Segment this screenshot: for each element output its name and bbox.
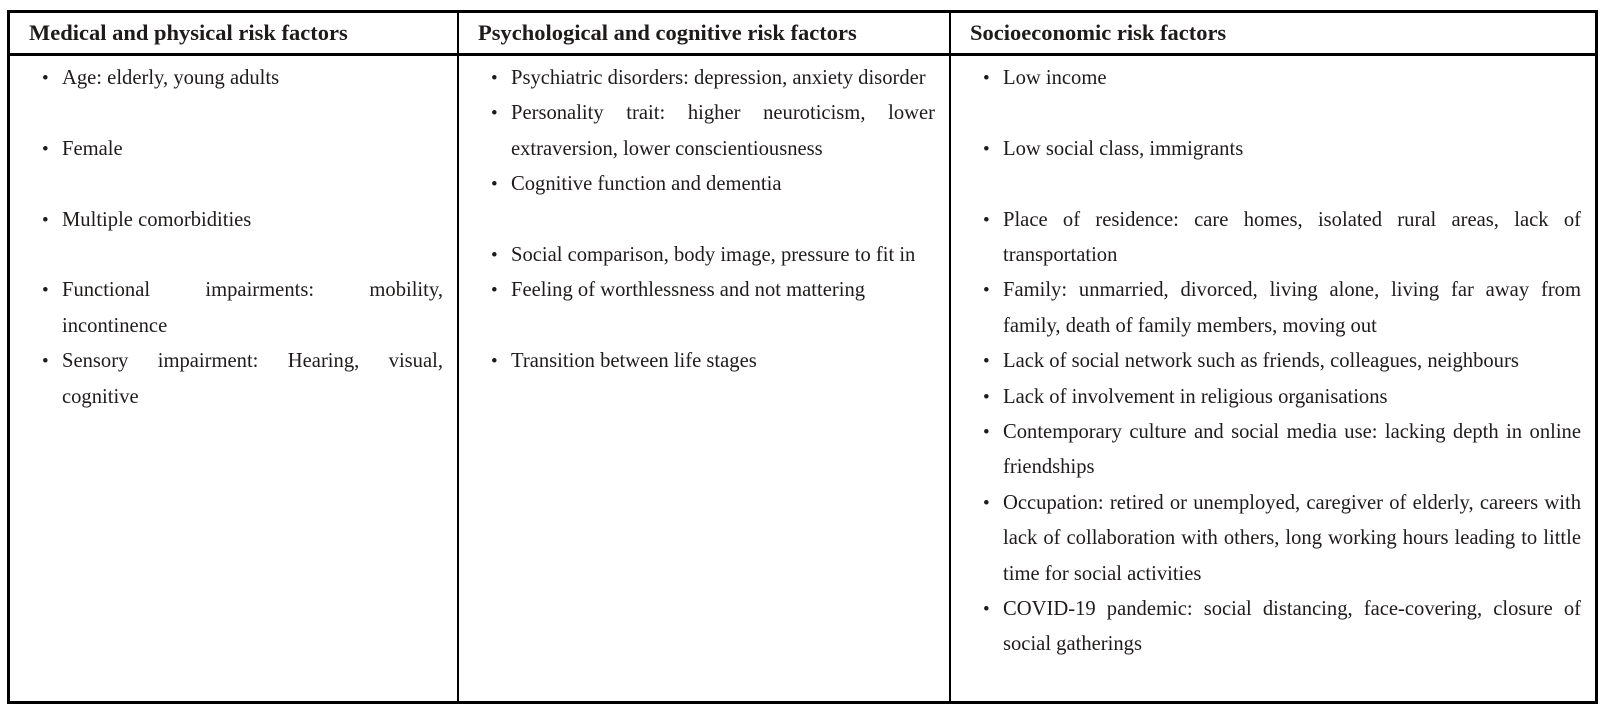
- list-item-text: Age: elderly, young adults: [62, 67, 280, 89]
- bullet-icon: •: [491, 351, 498, 373]
- bullet-icon: •: [491, 68, 498, 89]
- bullet-icon: •: [983, 492, 990, 514]
- list-item: [491, 344, 935, 379]
- list-item: [42, 203, 443, 238]
- bullet-icon: •: [491, 245, 498, 267]
- list-item-text: Female: [62, 137, 123, 160]
- list-item: [42, 132, 443, 167]
- column-psychological-cognitive: [459, 56, 951, 701]
- list-item: [491, 238, 935, 273]
- list-item: [491, 61, 935, 96]
- bullet-icon: •: [491, 280, 498, 302]
- list-item-text: Place of residence: care homes, isolated rural areas, lack of transportation: [1003, 208, 1581, 266]
- list-item: [491, 96, 935, 167]
- list-item-text: Family: unmarried, divorced, living alone, living far away from family, death of family members, moving out: [1003, 279, 1581, 337]
- list-item-text: Social comparison, body image, pressure to fit in: [511, 244, 916, 267]
- list-item-text: COVID-19 pandemic: social distancing, face-covering, closure of social gatherings: [1003, 598, 1581, 656]
- bullet-icon: •: [491, 174, 498, 196]
- header-medical-physical: Medical and physical risk factors: [10, 13, 459, 56]
- list-item: [491, 167, 935, 202]
- list-item: [983, 415, 1581, 486]
- list-item-text: Psychiatric disorders: depression, anxiety disorder: [511, 67, 926, 89]
- list-item-text: Contemporary culture and social media use: lacking depth in online friendships: [1003, 421, 1581, 479]
- list-item-text: Personality trait: higher neuroticism, lower extraversion, lower conscientiousness: [511, 102, 935, 160]
- bullet-icon: •: [42, 280, 49, 302]
- list-item: [42, 273, 443, 344]
- list-item: [983, 380, 1581, 415]
- list-item-text: Functional impairments: mobility, incontinence: [62, 279, 443, 337]
- list-item-text: Low income: [1003, 67, 1107, 89]
- bullet-icon: •: [983, 138, 990, 160]
- bullet-icon: •: [983, 422, 990, 444]
- list-item: [42, 61, 443, 96]
- bullet-icon: •: [983, 599, 990, 621]
- column-socioeconomic: [951, 56, 1595, 701]
- list-item-text: Multiple comorbidities: [62, 208, 252, 231]
- risk-factors-table: [7, 10, 1598, 704]
- header-socioeconomic: Socioeconomic risk factors: [951, 13, 1595, 56]
- header-psychological-cognitive: Psychological and cognitive risk factors: [459, 13, 951, 56]
- bullet-icon: •: [983, 68, 990, 89]
- list-item: [42, 344, 443, 415]
- list-item: [983, 61, 1581, 96]
- column-medical-physical: [10, 56, 459, 701]
- list-item: [983, 344, 1581, 379]
- list-item-text: Feeling of worthlessness and not mattering: [511, 279, 866, 302]
- list-item-text: Transition between life stages: [511, 350, 757, 373]
- socioeconomic-list: [951, 56, 1595, 663]
- list-item-text: Lack of social network such as friends, colleagues, neighbours: [1003, 350, 1519, 373]
- bullet-icon: •: [983, 280, 990, 302]
- list-item: [491, 273, 935, 308]
- bullet-icon: •: [491, 103, 498, 125]
- list-item: [983, 203, 1581, 274]
- list-item: [983, 273, 1581, 344]
- list-item-text: Cognitive function and dementia: [511, 173, 782, 196]
- bullet-icon: •: [42, 138, 49, 160]
- list-item: [983, 592, 1581, 663]
- medical-physical-list: [10, 56, 457, 415]
- bullet-icon: •: [983, 209, 990, 231]
- bullet-icon: •: [983, 386, 990, 408]
- bullet-icon: •: [42, 209, 49, 231]
- list-item-text: Lack of involvement in religious organisations: [1003, 385, 1388, 408]
- list-item-text: Occupation: retired or unemployed, caregiver of elderly, careers with lack of collaboration with others, long working hours leading to little time for social activities: [1003, 491, 1581, 585]
- list-item-text: Sensory impairment: Hearing, visual, cognitive: [62, 350, 443, 408]
- list-item-text: Low social class, immigrants: [1003, 137, 1244, 160]
- psychological-cognitive-list: [459, 56, 949, 380]
- list-item: [983, 132, 1581, 167]
- bullet-icon: •: [983, 351, 990, 373]
- bullet-icon: •: [42, 351, 49, 373]
- list-item: [983, 486, 1581, 592]
- bullet-icon: •: [42, 68, 49, 89]
